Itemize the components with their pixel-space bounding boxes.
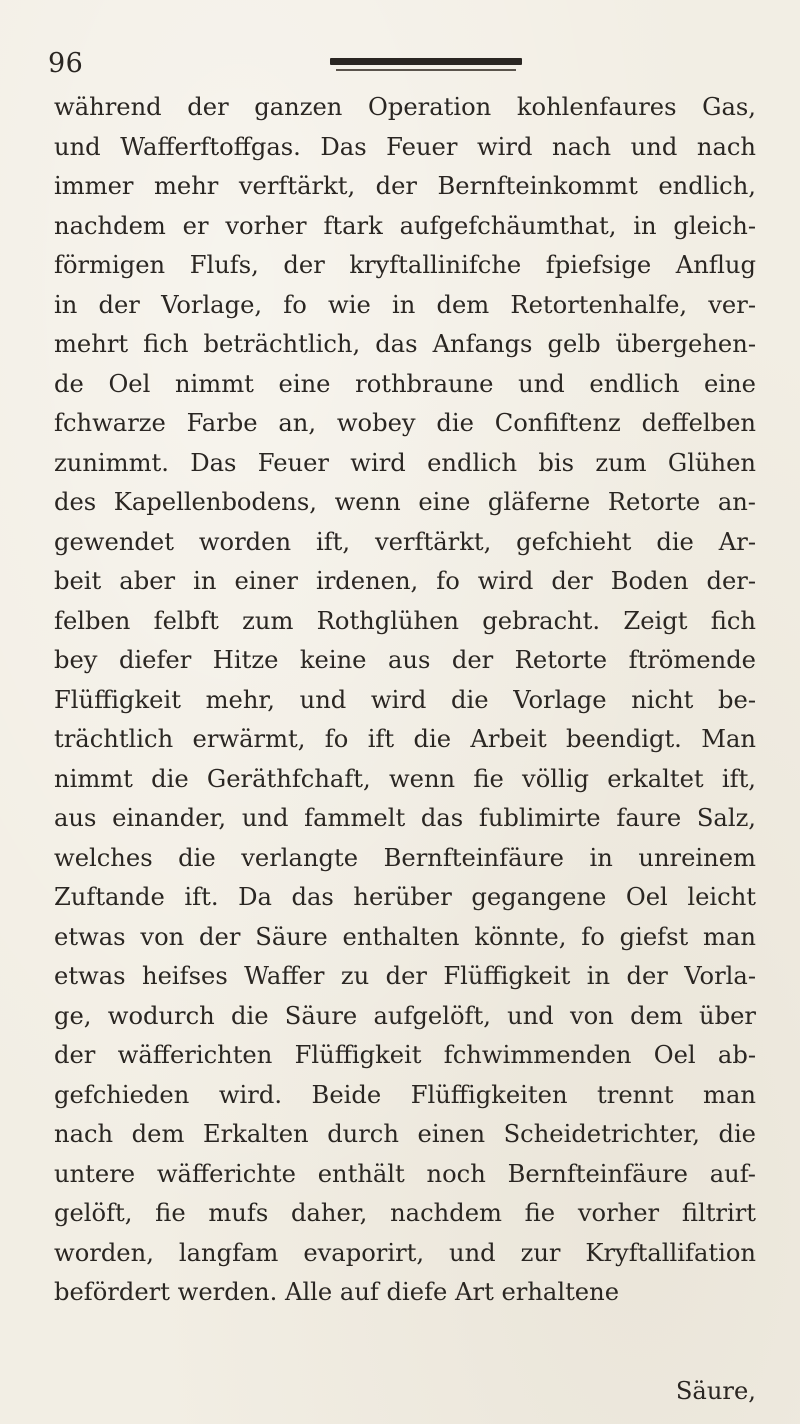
- text-line: gelöft, fie mufs daher, nachdem fie vorher filtrirt: [54, 1199, 756, 1227]
- text-line: befördert werden. Alle auf diefe Art erhaltene: [54, 1278, 620, 1306]
- text-line: ge, wodurch die Säure aufgelöft, und von dem über: [54, 1001, 756, 1030]
- page-number: 96: [48, 48, 84, 79]
- header-rule: [330, 58, 522, 65]
- text-line: trächtlich erwärmt, fo ift die Arbeit beendigt. Man: [54, 725, 756, 753]
- catchword: Säure,: [675, 1377, 756, 1405]
- text-line: fchwarze Farbe an, wobey die Confiftenz deffelben: [54, 409, 756, 437]
- text-line: gefchieden wird. Beide Flüffigkeiten trennt man: [54, 1080, 756, 1109]
- text-line: zunimmt. Das Feuer wird endlich bis zum Glühen: [54, 448, 756, 477]
- text-line: förmigen Flufs, der kryftallinifche fpiefsige Anflug: [54, 251, 756, 279]
- text-line: der wäfferichten Flüffigkeit fchwimmenden Oel ab-: [54, 1041, 756, 1069]
- text-line: Flüffigkeit mehr, und wird die Vorlage nicht be-: [54, 685, 756, 714]
- text-line: de Oel nimmt eine rothbraune und endlich eine: [54, 369, 756, 398]
- text-line: welches die verlangte Bernfteinfäure in unreinem: [54, 843, 756, 872]
- text-line: nachdem er vorher ftark aufgefchäumthat, in gleich-: [54, 211, 756, 240]
- text-line: Zuftande ift. Da das herüber gegangene Oel leicht: [54, 883, 756, 911]
- text-line: etwas von der Säure enthalten könnte, fo giefst man: [54, 922, 756, 951]
- text-line: worden, langfam evaporirt, und zur Kryftallifation: [54, 1238, 756, 1267]
- text-line: untere wäfferichte enthält noch Bernfteinfäure auf-: [54, 1159, 756, 1188]
- text-line: in der Vorlage, fo wie in dem Retortenhalfe, ver-: [54, 290, 756, 319]
- text-line: nach dem Erkalten durch einen Scheidetrichter, die: [54, 1120, 756, 1148]
- text-line: immer mehr verftärkt, der Bernfteinkommt endlich,: [54, 172, 756, 200]
- text-line: und Wafferftoffgas. Das Feuer wird nach und nach: [54, 132, 756, 161]
- text-line: felben felbft zum Rothglühen gebracht. Zeigt fich: [54, 606, 756, 635]
- text-line: nimmt die Geräthfchaft, wenn fie völlig erkaltet ift,: [54, 764, 756, 793]
- text-line: aus einander, und fammelt das fublimirte faure Salz,: [54, 804, 756, 832]
- text-body: [54, 88, 756, 1313]
- text-line: mehrt fich beträchtlich, das Anfangs gelb übergehen-: [54, 330, 756, 358]
- text-line: etwas heifses Waffer zu der Flüffigkeit in der Vorla-: [54, 962, 756, 990]
- text-line: des Kapellenbodens, wenn eine gläferne Retorte an-: [54, 488, 756, 516]
- text-line: bey diefer Hitze keine aus der Retorte ftrömende: [54, 646, 756, 674]
- text-line: während der ganzen Operation kohlenfaures Gas,: [54, 93, 756, 121]
- text-line: gewendet worden ift, verftärkt, gefchieht die Ar-: [54, 527, 756, 556]
- text-line: beit aber in einer irdenen, fo wird der Boden der-: [54, 567, 756, 595]
